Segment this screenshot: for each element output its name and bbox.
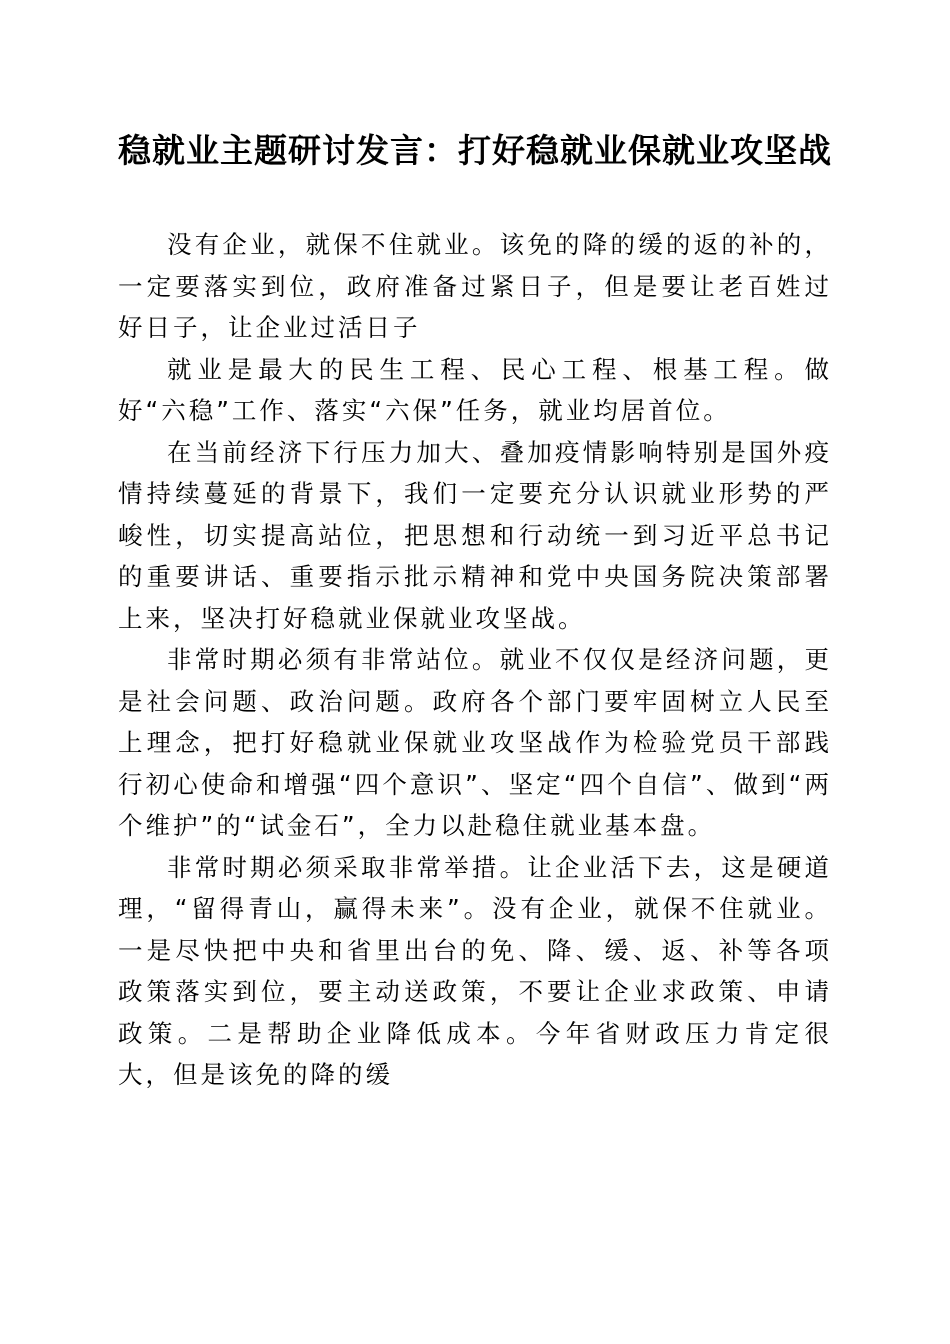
paragraph-1: 没有企业，就保不住就业。该免的降的缓的返的补的，一定要落实到位，政府准备过紧日子，但是要让老百姓过好日子，让企业过活日子 bbox=[118, 230, 832, 342]
paragraph-3: 在当前经济下行压力加大、叠加疫情影响特别是国外疫情持续蔓延的背景下，我们一定要充分认识就业形势的严峻性，切实提高站位，把思想和行动统一到习近平总书记的重要讲话、重要指示批示精神和党中央国务院决策部署上来，坚决打好稳就业保就业攻坚战。 bbox=[118, 437, 832, 633]
paragraph-4: 非常时期必须有非常站位。就业不仅仅是经济问题，更是社会问题、政治问题。政府各个部门要牢固树立人民至上理念，把打好稳就业保就业攻坚战作为检验党员干部践行初心使命和增强“四个意识”、坚定“四个自信”、做到“两个维护”的“试金石”，全力以赴稳住就业基本盘。 bbox=[118, 645, 832, 840]
document-page bbox=[118, 128, 832, 1096]
paragraph-5: 非常时期必须采取非常举措。让企业活下去，这是硬道理，“留得青山，赢得未来”。没有企业，就保不住就业。一是尽快把中央和省里出台的免、降、缓、返、补等各项政策落实到位，要主动送政策，不要让企业求政策、申请政策。二是帮助企业降低成本。今年省财政压力肯定很大，但是该免的降的缓 bbox=[118, 852, 832, 1089]
document-title: 稳就业主题研讨发言：打好稳就业保就业攻坚战 bbox=[118, 131, 832, 170]
paragraph-2: 就业是最大的民生工程、民心工程、根基工程。做好“六稳”工作、落实“六保”任务，就业均居首位。 bbox=[118, 354, 832, 425]
